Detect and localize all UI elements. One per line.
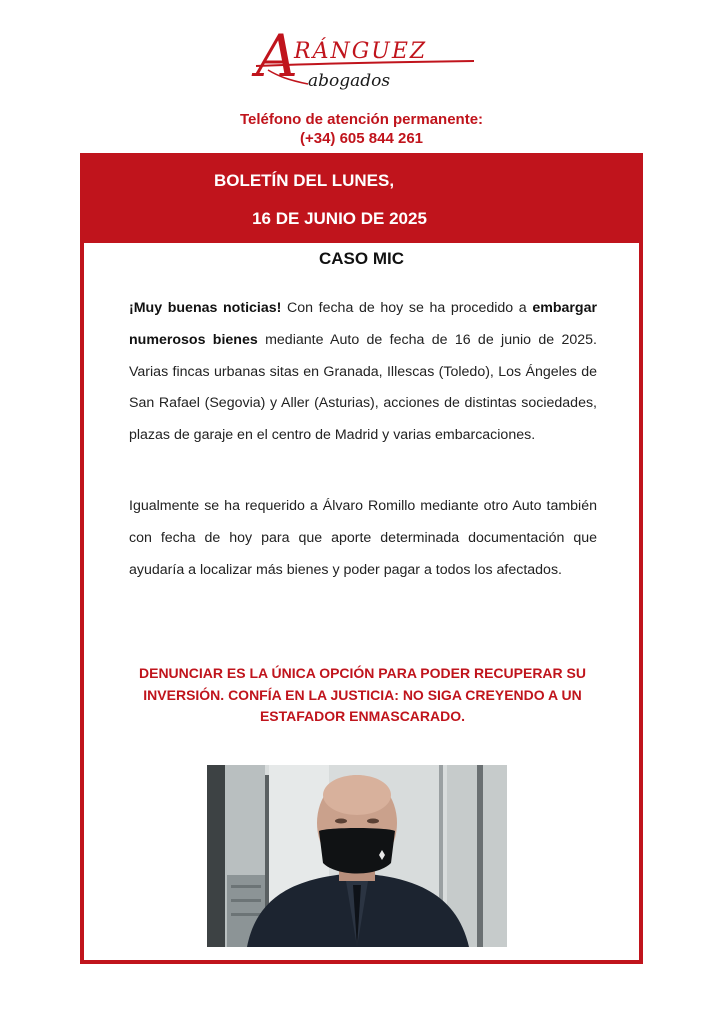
alert-line: ESTAFADOR ENMASCARADO. — [259, 708, 466, 724]
bulletin-frame — [80, 153, 643, 964]
logo-subtitle: abogados — [308, 71, 391, 91]
paragraph-text: Con fecha de hoy se ha procedido a — [281, 300, 533, 316]
paragraph-requirement: Igualmente se ha requerido a Álvaro Romillo mediante otro Auto también con fecha de hoy para que aporte determinada documentación que ayudaría a localizar más bienes y poder pagar a todos los afectados. — [129, 498, 597, 578]
bulletin-banner — [84, 157, 639, 243]
case-title: CASO MIC — [319, 249, 404, 268]
alert-line: DENUNCIAR ES LA ÚNICA OPCIÓN PARA PODER RECUPERAR SU — [139, 665, 586, 681]
person-photo — [207, 765, 507, 947]
banner-title: BOLETÍN DEL LUNES, — [213, 171, 395, 190]
banner-date: 16 DE JUNIO DE 2025 — [252, 209, 427, 228]
logo-brand-name: RÁNGUEZ — [294, 39, 428, 64]
alert-line: INVERSIÓN. CONFÍA EN LA JUSTICIA: NO SIGA CREYENDO A UN — [143, 686, 582, 703]
brand-logo — [248, 14, 478, 96]
contact-phone-number: (+34) 605 844 261 — [299, 130, 424, 147]
logo-big-letter: A — [256, 22, 298, 90]
contact-label: Teléfono de atención permanente: — [239, 111, 484, 128]
paragraph-highlight-seizure: embargar numerosos bienes — [129, 300, 597, 348]
paragraph-news — [129, 293, 597, 452]
paragraph-text: mediante Auto de fecha de 16 de junio de 2025. Varias fincas urbanas sitas en Granada, Illescas (Toledo), Los Ángeles de San Rafael (Segovia) y Aller (Asturias), acciones de distintas sociedades, plazas de garaje en el centro de Madrid y varias embarcaciones. — [129, 331, 597, 444]
alert-message — [114, 663, 611, 728]
paragraph-highlight-good-news: ¡Muy buenas noticias! — [129, 300, 282, 316]
